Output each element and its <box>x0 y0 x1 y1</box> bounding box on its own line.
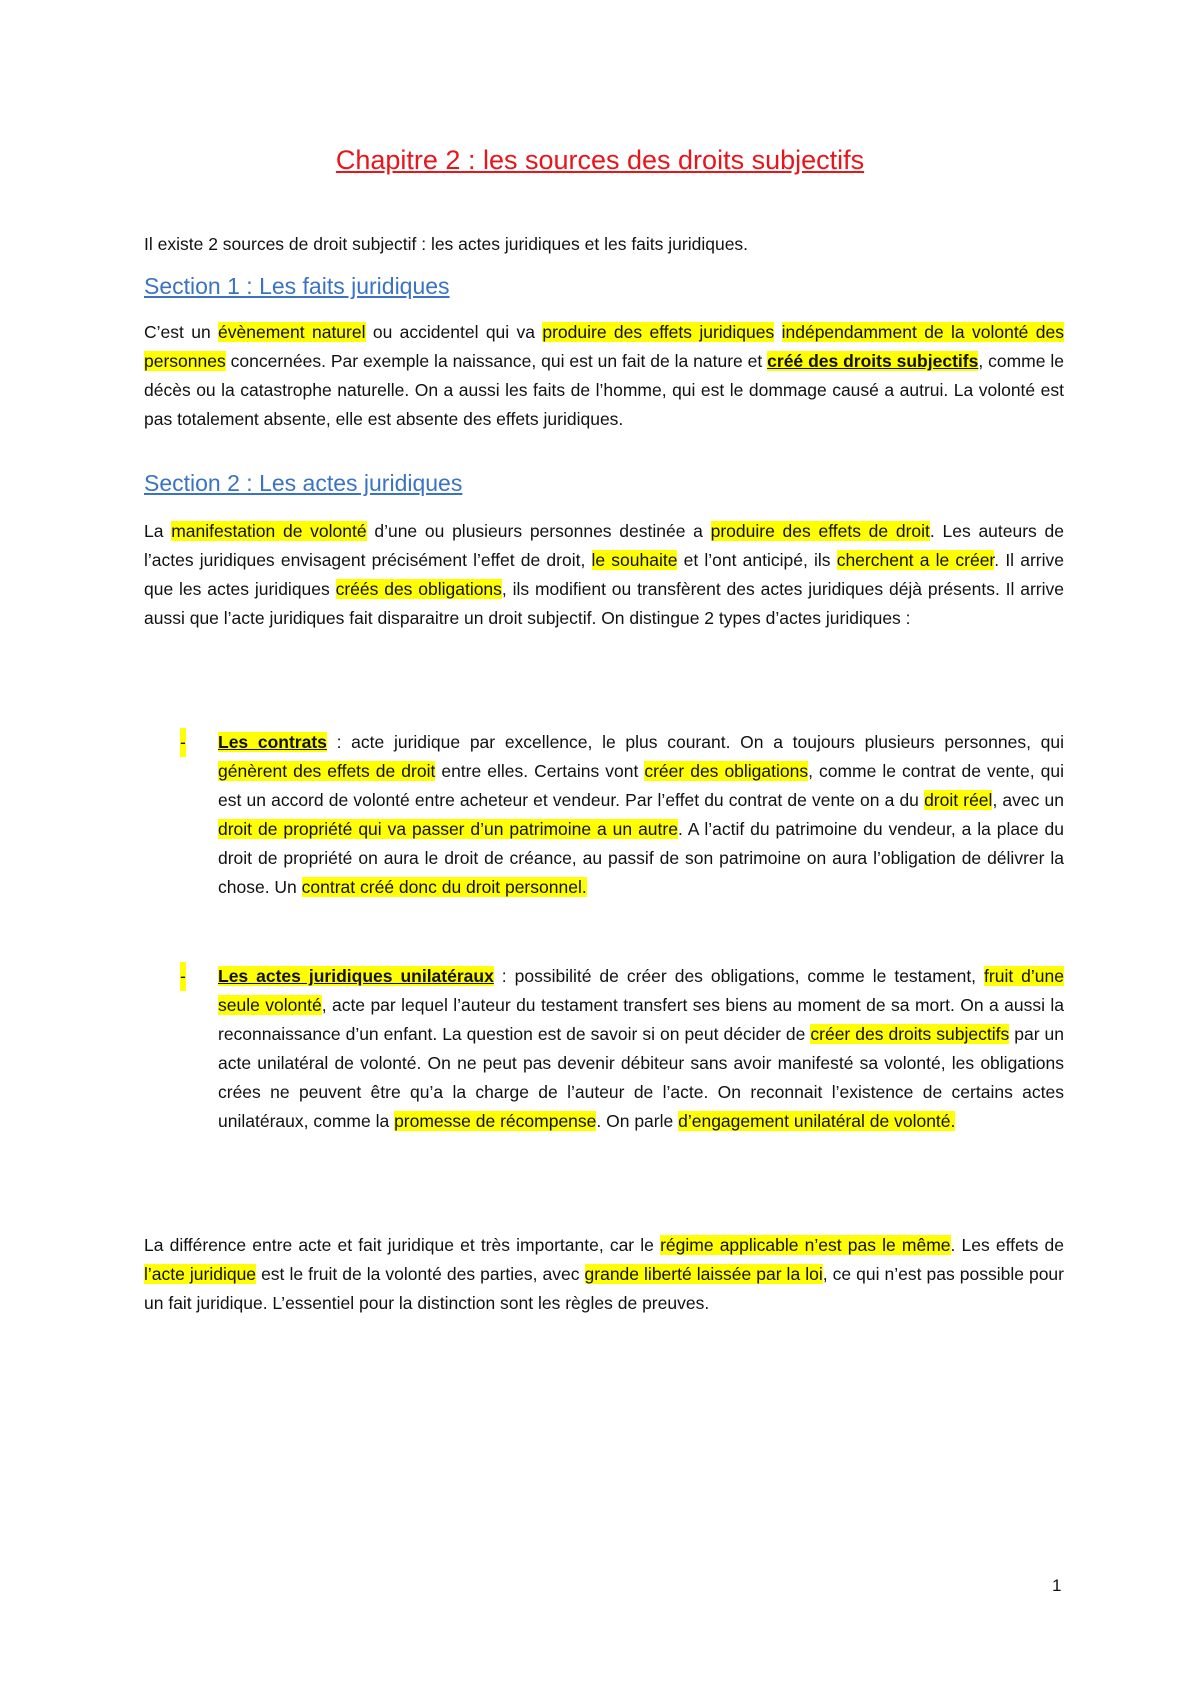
highlight: produire des effets juridiques <box>542 322 775 342</box>
intro-paragraph: Il existe 2 sources de droit subjectif : les actes juridiques et les faits juridiques. <box>144 234 749 254</box>
highlight: évènement naturel <box>218 322 366 342</box>
highlight: créés des obligations <box>335 579 502 599</box>
text-run: La différence entre acte et fait juridique et très importante, car le <box>144 1235 661 1255</box>
text-run: La <box>144 521 172 541</box>
text-run: . Les auteurs de l’actes juridiques envisagent précisément l’effet de droit, <box>144 521 1064 570</box>
text-run: , ils modifient ou transfèrent des actes juridiques déjà présents. Il arrive aussi que l’acte juridiques fait disparaitre un droit subjectif. On distingue 2 types d’actes juridiques : <box>144 579 1065 628</box>
text-run: : acte juridique par excellence, le plus courant. On a toujours plusieurs personnes, qui <box>326 732 1064 752</box>
highlight: créer des obligations <box>644 761 809 781</box>
text-run: , avec un <box>992 790 1065 810</box>
section-1-paragraph <box>144 318 1064 434</box>
highlight-bold: créé des droits subjectifs <box>767 351 979 371</box>
highlight: produire des effets de droit <box>710 521 930 541</box>
text-run: entre elles. Certains vont <box>435 761 645 781</box>
bullet-dash: - <box>180 962 186 991</box>
text-run: ou accidentel qui va <box>365 322 543 342</box>
highlight-bold: Les contrats <box>218 732 327 752</box>
section-1-heading: Section 1 : Les faits juridiques <box>144 273 450 299</box>
text-run: , comme le décès ou la catastrophe naturelle. On a aussi les faits de l’homme, qui est le dommage causé a autrui. La volonté est pas totalement absente, elle est absente des effets juridiques. <box>144 351 1064 429</box>
highlight: droit de propriété qui va passer d’un patrimoine a un autre <box>218 819 678 839</box>
text-run: par un acte unilatéral de volonté. On ne peut pas devenir débiteur sans avoir manifesté sa volonté, les obligations crées ne peuvent être qu’a la charge de l’auteur de l’acte. On reconnait l’existence de certains actes unilatéraux, comme la <box>218 1024 1065 1131</box>
highlight: d’engagement unilatéral de volonté. <box>678 1111 956 1131</box>
text-run: , comme le contrat de vente, qui est un accord de volonté entre acheteur et vendeur. Par l’effet du contrat de vente on a du <box>218 761 1065 810</box>
text-run: . Il arrive que les actes juridiques <box>144 550 1064 599</box>
text-run: : possibilité de créer des obligations, comme le testament, <box>493 966 985 986</box>
text-run: . A l’actif du patrimoine du vendeur, a la place du droit de propriété on aura le droit de créance, au passif de son patrimoine on aura l’obligation de délivrer la chose. Un <box>218 819 1064 897</box>
text-run: et l’ont anticipé, ils <box>677 550 837 570</box>
text-run: concernées. Par exemple la naissance, qui est un fait de la nature et <box>225 351 768 371</box>
highlight: promesse de récompense <box>394 1111 597 1131</box>
highlight: régime applicable n’est pas le même <box>660 1235 951 1255</box>
highlight: fruit d’une seule volonté <box>218 966 1064 1015</box>
page-title: Chapitre 2 : les sources des droits subjectifs <box>335 145 865 175</box>
highlight: grande liberté laissée par la loi <box>584 1264 823 1284</box>
highlight: créer des droits subjectifs <box>810 1024 1010 1044</box>
text-run: d’une ou plusieurs personnes destinée a <box>366 521 711 541</box>
text-run: C’est un <box>144 322 219 342</box>
highlight: droit réel <box>924 790 993 810</box>
section-2-paragraph <box>144 517 1064 633</box>
text-run: . Les effets de <box>950 1235 1064 1255</box>
text-run <box>774 322 781 342</box>
bullet-dash: - <box>180 728 186 757</box>
highlight-bold: Les actes juridiques unilatéraux <box>218 966 494 986</box>
highlight: génèrent des effets de droit <box>218 761 436 781</box>
text-run: est le fruit de la volonté des parties, avec <box>256 1264 585 1284</box>
highlight: contrat créé donc du droit personnel. <box>301 877 587 897</box>
bullet-actes-unilateraux <box>180 962 1064 1136</box>
text-run: . On parle <box>596 1111 679 1131</box>
section-2-heading: Section 2 : Les actes juridiques <box>144 470 463 496</box>
highlight: l’acte juridique <box>144 1264 257 1284</box>
highlight: indépendamment de la volonté des personnes <box>144 322 1064 371</box>
conclusion-paragraph <box>144 1231 1064 1318</box>
bullet-contrats <box>180 728 1064 902</box>
highlight: manifestation de volonté <box>171 521 367 541</box>
page-number: 1 <box>1052 1576 1062 1595</box>
text-run: , acte par lequel l’auteur du testament transfert ses biens au moment de sa mort. On a aussi la reconnaissance d’un enfant. La question est de savoir si on peut décider de <box>218 995 1064 1044</box>
highlight: le souhaite <box>591 550 678 570</box>
highlight: cherchent a le créer <box>836 550 995 570</box>
text-run: , ce qui n’est pas possible pour un fait juridique. L’essentiel pour la distinction sont les règles de preuves. <box>144 1264 1064 1313</box>
